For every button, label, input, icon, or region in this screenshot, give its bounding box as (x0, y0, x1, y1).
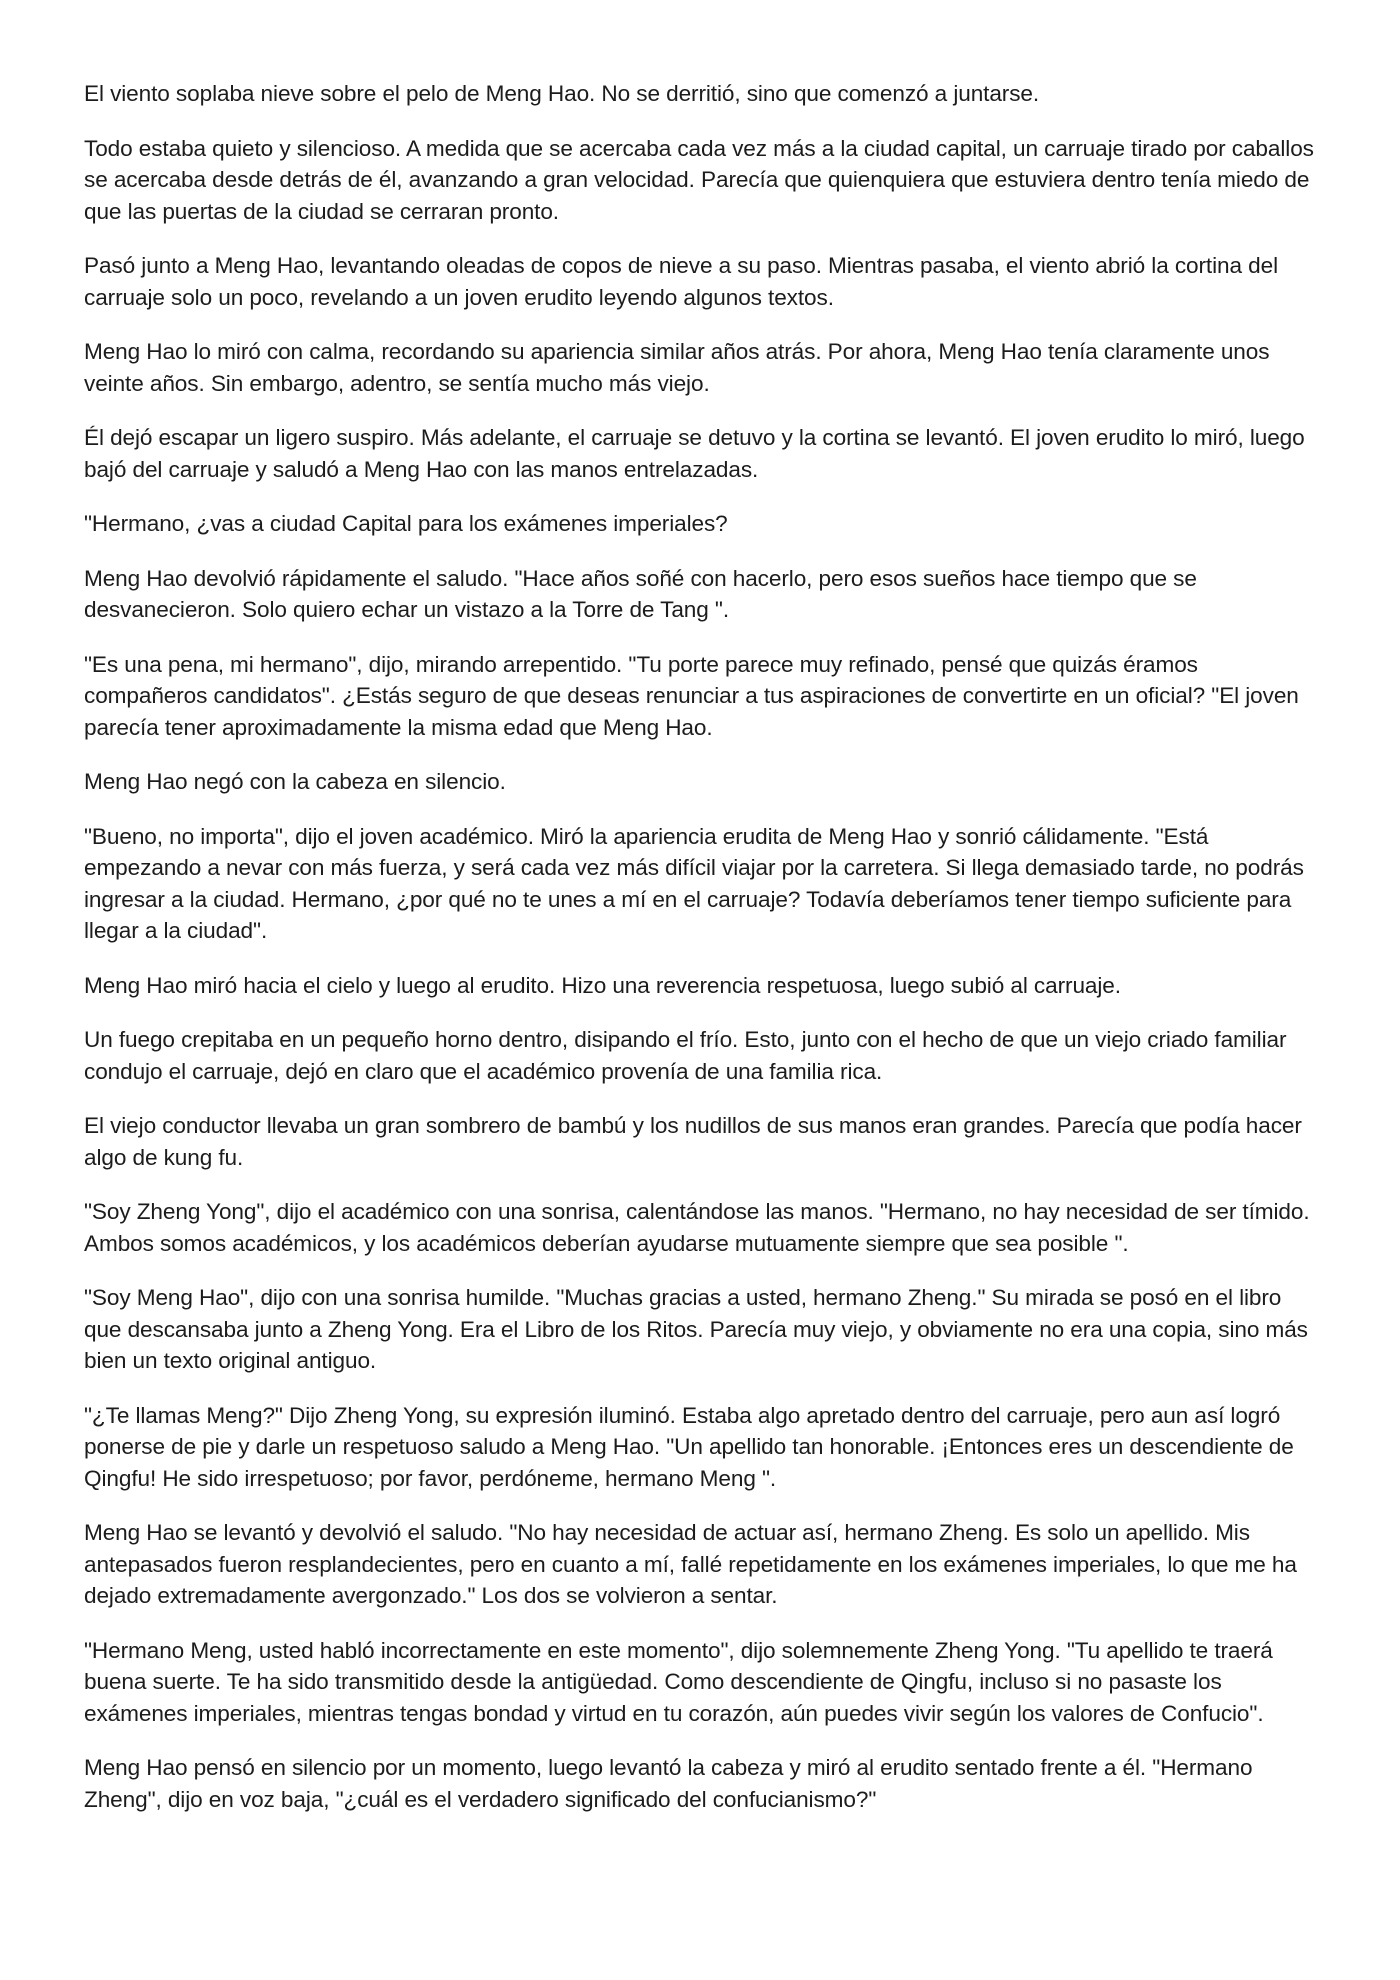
paragraph: Pasó junto a Meng Hao, levantando oleadas de copos de nieve a su paso. Mientras pasaba, el viento abrió la cortina del carruaje solo un poco, revelando a un joven erudito leyendo algunos textos. (84, 253, 1278, 310)
paragraph: El viejo conductor llevaba un gran sombrero de bambú y los nudillos de sus manos eran grandes. Parecía que podía hacer algo de kung fu. (84, 1113, 1302, 1170)
paragraph: Todo estaba quieto y silencioso. A medida que se acercaba cada vez más a la ciudad capital, un carruaje tirado por caballos se acercaba desde detrás de él, avanzando a gran velocidad. Parecía que quienquiera que estuviera dentro tenía miedo de que las puertas de la ciudad se cerraran pronto. (84, 135, 1314, 224)
paragraph: Meng Hao pensó en silencio por un momento, luego levantó la cabeza y miró al erudito sentado frente a él. "Hermano Zheng", dijo en voz baja, "¿cuál es el verdadero significado del confucianismo?" (84, 1755, 1253, 1812)
paragraph: "Bueno, no importa", dijo el joven académico. Miró la apariencia erudita de Meng Hao y sonrió cálidamente. "Está empezando a nevar con más fuerza, y será cada vez más difícil viajar por la carretera. Si llega demasiado tarde, no podrás ingresar a la ciudad. Hermano, ¿por qué no te unes a mí en el carruaje? Todavía deberíamos tener tiempo suficiente para llegar a la ciudad". (84, 823, 1304, 943)
paragraph: Meng Hao devolvió rápidamente el saludo. "Hace años soñé con hacerlo, pero esos sueños hace tiempo que se desvanecieron. Solo quiero echar un vistazo a la Torre de Tang ". (84, 565, 1197, 622)
paragraph: El viento soplaba nieve sobre el pelo de Meng Hao. No se derritió, sino que comenzó a juntarse. (84, 81, 1040, 106)
paragraph: "Soy Zheng Yong", dijo el académico con una sonrisa, calentándose las manos. "Hermano, no hay necesidad de ser tímido. Ambos somos académicos, y los académicos deberían ayudarse mutuamente siempre que sea posible ". (84, 1199, 1310, 1256)
paragraph: Meng Hao se levantó y devolvió el saludo. "No hay necesidad de actuar así, hermano Zheng. Es solo un apellido. Mis antepasados fueron resplandecientes, pero en cuanto a mí, fallé repetidamente en los exámenes imperiales, lo que me ha dejado extremadamente avergonzado." Los dos se volvieron a sentar. (84, 1520, 1297, 1608)
paragraph: "¿Te llamas Meng?" Dijo Zheng Yong, su expresión iluminó. Estaba algo apretado dentro del carruaje, pero aun así logró ponerse de pie y darle un respetuoso saludo a Meng Hao. "Un apellido tan honorable. ¡Entonces eres un descendiente de Qingfu! He sido irrespetuoso; por favor, perdóneme, hermano Meng ". (84, 1402, 1294, 1491)
paragraph: Un fuego crepitaba en un pequeño horno dentro, disipando el frío. Esto, junto con el hecho de que un viejo criado familiar condujo el carruaje, dejó en claro que el académico provenía de una familia rica. (84, 1027, 1287, 1084)
paragraph: Meng Hao miró hacia el cielo y luego al erudito. Hizo una reverencia respetuosa, luego subió al carruaje. (84, 972, 1121, 998)
paragraph: Meng Hao negó con la cabeza en silencio. (84, 769, 506, 794)
paragraph: Meng Hao lo miró con calma, recordando su apariencia similar años atrás. Por ahora, Meng Hao tenía claramente unos veinte años. Sin embargo, adentro, se sentía mucho más viejo. (84, 339, 1270, 396)
paragraph: "Es una pena, mi hermano", dijo, mirando arrepentido. "Tu porte parece muy refinado, pensé que quizás éramos compañeros candidatos". ¿Estás seguro de que deseas renunciar a tus aspiraciones de convertirte en un oficial? "El joven parecía tener aproximadamente la misma edad que Meng Hao. (84, 651, 1299, 740)
paragraph: Él dejó escapar un ligero suspiro. Más adelante, el carruaje se detuvo y la cortina se levantó. El joven erudito lo miró, luego bajó del carruaje y saludó a Meng Hao con las manos entrelazadas. (84, 425, 1305, 482)
paragraph: "Hermano Meng, usted habló incorrectamente en este momento", dijo solemnemente Zheng Yong. "Tu apellido te traerá buena suerte. Te ha sido transmitido desde la antigüedad. Como descendiente de Qingfu, incluso si no pasaste los exámenes imperiales, mientras tengas bondad y virtud en tu corazón, aún puedes vivir según los valores de Confucio". (84, 1637, 1273, 1726)
paragraph: "Hermano, ¿vas a ciudad Capital para los exámenes imperiales? (84, 511, 728, 536)
paragraph: "Soy Meng Hao", dijo con una sonrisa humilde. "Muchas gracias a usted, hermano Zheng." Su mirada se posó en el libro que descansaba junto a Zheng Yong. Era el Libro de los Ritos. Parecía muy viejo, y obviamente no era una copia, sino más bien un texto original antiguo. (84, 1285, 1308, 1373)
